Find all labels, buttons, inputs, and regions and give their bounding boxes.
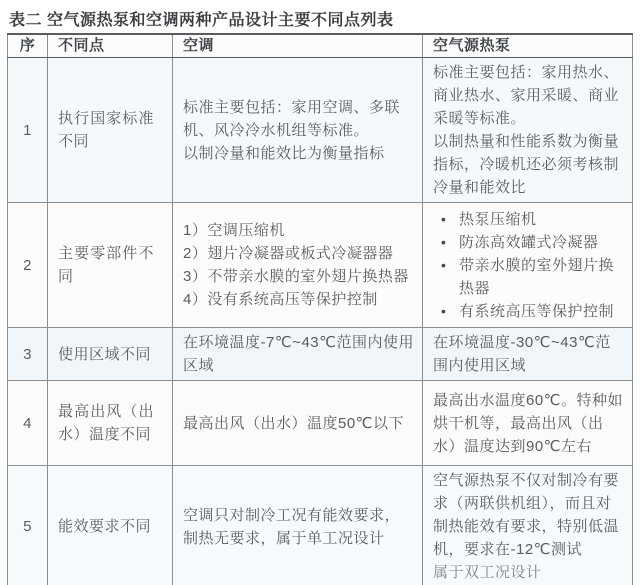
header-air-conditioner: 空调 [173, 34, 423, 58]
cell-row-number: 2 [8, 203, 48, 328]
cell-heat-pump: 在环境温度-30℃~43℃范围内使用区域 [423, 328, 633, 381]
bullet-text: 有系统高压等保护控制 [459, 302, 615, 320]
numbered-item: 2）翅片冷凝器或板式冷凝器器 [183, 245, 394, 262]
bullet-item [433, 208, 624, 231]
table-row [8, 328, 633, 381]
cell-air-conditioner [173, 203, 423, 328]
numbered-item: 4）没有系统高压等保护控制 [183, 291, 378, 308]
cell-row-number: 1 [8, 58, 48, 203]
paragraph: 以制热量和性能系数为衡量指标，冷暖机还必须考核制冷量和能效比 [433, 133, 620, 196]
bullet-icon: • [441, 233, 447, 250]
cell-heat-pump: 最高出水温度60℃。特种如烘干机等，最高出风（出水）温度达到90℃左右 [423, 381, 633, 466]
cell-difference: 使用区域不同 [48, 328, 173, 381]
paragraph: 标准主要包括：家用热水、商业热水、家用采暖、商业采暖等标准。 [433, 64, 620, 127]
bullet-item [433, 231, 624, 254]
cell-air-conditioner: 在环境温度-7℃~43℃范围内使用区域 [173, 328, 423, 381]
header-no: 序 [8, 34, 48, 58]
cell-heat-pump [423, 466, 633, 585]
header-heat-pump: 空气源热泵 [423, 34, 633, 58]
cell-air-conditioner: 空调只对制冷工况有能效要求，制热无要求，属于单工况设计 [173, 466, 423, 585]
cell-difference: 能效要求不同 [48, 466, 173, 585]
cell-difference: 执行国家标准不同 [48, 58, 173, 203]
cell-row-number: 4 [8, 381, 48, 466]
page-title: 表二 空气源热泵和空调两种产品设计主要不同点列表 [9, 12, 394, 29]
bullet-icon: • [441, 210, 447, 227]
cell-difference: 最高出风（出水）温度不同 [48, 381, 173, 466]
numbered-item: 1）空调压缩机 [183, 222, 285, 239]
bullet-text: 防冻高效罐式冷凝器 [459, 233, 599, 251]
table-row [8, 466, 633, 585]
numbered-item: 3）不带亲水膜的室外翅片换热器 [183, 268, 409, 285]
table-row [8, 58, 633, 203]
cell-row-number: 5 [8, 466, 48, 585]
cell-heat-pump [423, 203, 633, 328]
cell-difference: 主要零部件不同 [48, 203, 173, 328]
bullet-text: 带亲水膜的室外翅片换热器 [459, 256, 615, 297]
bullet-icon: • [441, 302, 447, 319]
table-row [8, 203, 633, 328]
paragraph: 以制冷量和能效比为衡量指标 [183, 144, 385, 162]
difference-table [7, 33, 633, 585]
paragraph: 标准主要包括：家用空调、多联机、风冷冷水机组等标准。 [183, 98, 401, 139]
header-difference: 不同点 [48, 34, 173, 58]
table-row [8, 381, 633, 466]
cell-air-conditioner: 最高出风（出水）温度50℃以下 [173, 381, 423, 466]
paragraph: 属于双工况设计 [433, 564, 542, 581]
cell-heat-pump [423, 58, 633, 203]
bullet-text: 热泵压缩机 [459, 210, 537, 228]
paragraph: 空气源热泵不仅对制冷有要求（两联供机组），而且对制热能效有要求，特别低温机，要求在-12℃测试 [433, 472, 620, 558]
bullet-item [433, 300, 624, 323]
cell-row-number: 3 [8, 328, 48, 381]
table-header-row [8, 34, 633, 58]
bullet-icon: • [441, 256, 447, 273]
bullet-item [433, 254, 624, 300]
cell-air-conditioner [173, 58, 423, 203]
